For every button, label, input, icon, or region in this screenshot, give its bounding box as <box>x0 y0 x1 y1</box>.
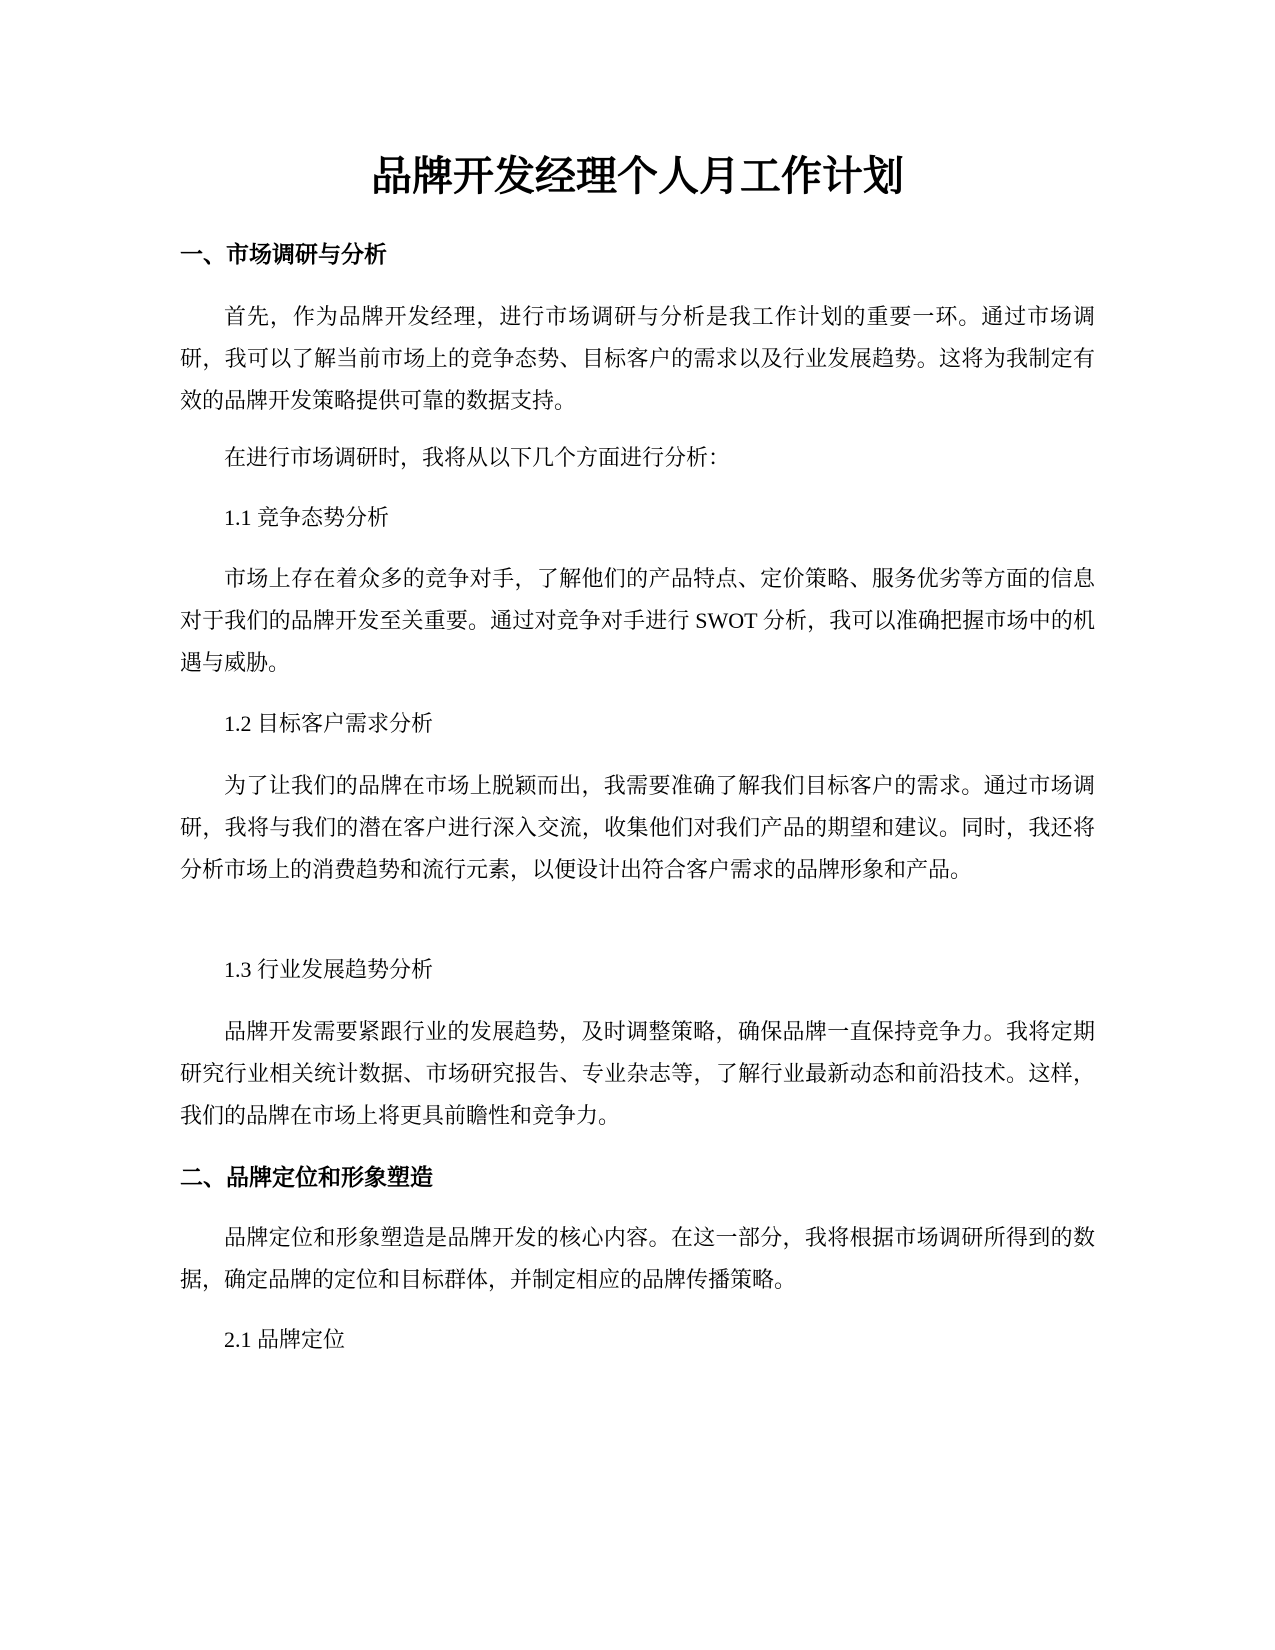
paragraph-brand-positioning: 品牌定位和形象塑造是品牌开发的核心内容。在这一部分，我将根据市场调研所得到的数据，确定品牌的定位和目标群体，并制定相应的品牌传播策略。 <box>180 1225 1095 1292</box>
section-heading-market-research: 一、市场调研与分析 <box>180 242 387 268</box>
subsection-heading-competition: 1.1 竞争态势分析 <box>224 505 390 530</box>
subsection-heading-brand-position: 2.1 品牌定位 <box>224 1327 346 1352</box>
paragraph-customer-needs: 为了让我们的品牌在市场上脱颖而出，我需要准确了解我们目标客户的需求。通过市场调研，我将与我们的潜在客户进行深入交流，收集他们对我们产品的期望和建议。同时，我还将分析市场上的消费趋势和流行元素，以便设计出符合客户需求的品牌形象和产品。 <box>180 773 1095 882</box>
paragraph-intro: 首先，作为品牌开发经理，进行市场调研与分析是我工作计划的重要一环。通过市场调研，我可以了解当前市场上的竞争态势、目标客户的需求以及行业发展趋势。这将为我制定有效的品牌开发策略提供可靠的数据支持。 <box>180 304 1095 413</box>
paragraph-analysis-aspects: 在进行市场调研时，我将从以下几个方面进行分析： <box>224 445 731 470</box>
paragraph-competition: 市场上存在着众多的竞争对手，了解他们的产品特点、定价策略、服务优劣等方面的信息对于我们的品牌开发至关重要。通过对竞争对手进行 SWOT 分析，我可以准确把握市场中的机遇与威胁。 <box>180 566 1095 675</box>
section-heading-brand-positioning: 二、品牌定位和形象塑造 <box>180 1165 433 1191</box>
paragraph-industry-trends: 品牌开发需要紧跟行业的发展趋势，及时调整策略，确保品牌一直保持竞争力。我将定期研究行业相关统计数据、市场研究报告、专业杂志等，了解行业最新动态和前沿技术。这样，我们的品牌在市场上将更具前瞻性和竞争力。 <box>180 1019 1095 1128</box>
subsection-heading-customer-needs: 1.2 目标客户需求分析 <box>224 711 434 736</box>
document-title: 品牌开发经理个人月工作计划 <box>371 152 904 200</box>
subsection-heading-industry-trends: 1.3 行业发展趋势分析 <box>224 957 434 982</box>
